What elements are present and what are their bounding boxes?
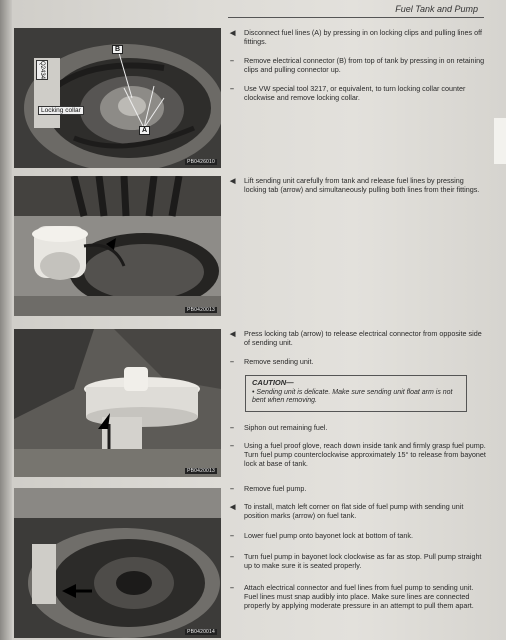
label-locking-collar: Locking collar	[38, 106, 84, 115]
caution-title: CAUTION—	[252, 378, 294, 387]
step-10: ◀ To install, match left corner on flat side of fuel pump with sending unit position marks (arrow) on fuel tank.	[230, 502, 464, 520]
caution-box	[245, 375, 467, 412]
step-6: – Remove sending unit.	[230, 357, 314, 366]
step-dash-icon: –	[230, 56, 234, 65]
step-dash-icon: –	[230, 531, 234, 540]
figure-1-code: PB0426010	[187, 159, 215, 165]
header-rule	[228, 17, 484, 18]
step-dash-icon: –	[230, 441, 234, 450]
step-dash-icon: –	[230, 84, 234, 93]
step-1: ◀ Disconnect fuel lines (A) by pressing in on locking clips and pulling lines off fittings.	[230, 28, 482, 46]
step-dash-icon: –	[230, 357, 234, 366]
step-dash-icon: –	[230, 583, 234, 592]
step-arrow-icon: ◀	[230, 176, 236, 185]
step-12: – Turn fuel pump in bayonet lock clockwise as far as stop. Pull pump straight up to make sure it is seated properly.	[230, 552, 482, 570]
step-2: – Remove electrical connector (B) from top of tank by pressing in on retaining clips and pulling connector up.	[230, 56, 485, 74]
caution-body: • Sending unit is delicate. Make sure sending unit float arm is not bent when removing.	[252, 388, 453, 404]
figure-4-photo	[14, 488, 221, 638]
step-dash-icon: –	[230, 423, 234, 432]
step-8: – Using a fuel proof glove, reach down inside tank and firmly grasp fuel pump. Turn fuel pump counterclockwise approximately 15° to release from bayonet lock at base of tank.	[230, 441, 486, 468]
page-edge-shadow	[0, 0, 12, 640]
step-5: ◀ Press locking tab (arrow) to release electrical connector from opposite side of sending unit.	[230, 329, 482, 347]
page-header: Fuel Tank and Pump	[395, 4, 478, 14]
step-dash-icon: –	[230, 552, 234, 561]
step-7: – Siphon out remaining fuel.	[230, 423, 328, 432]
label-tank-id: Q2434	[36, 60, 48, 80]
figure-3-photo	[14, 329, 221, 477]
figure-3-code: PB0420013	[187, 468, 215, 474]
step-13: – Attach electrical connector and fuel lines from fuel pump to sending unit. Fuel lines must snap audibly into place. Make sure lines are connected properly by applying moderate pressure in an attempt to pull them apart.	[230, 583, 474, 610]
step-arrow-icon: ◀	[230, 502, 236, 511]
step-11: – Lower fuel pump onto bayonet lock at bottom of tank.	[230, 531, 414, 540]
figure-2-code: PB0420013	[187, 307, 215, 313]
step-arrow-icon: ◀	[230, 329, 236, 338]
label-b: B	[112, 45, 123, 54]
step-3: – Use VW special tool 3217, or equivalent, to turn locking collar counter clockwise and remove locking collar.	[230, 84, 466, 102]
label-a: A	[139, 126, 150, 135]
section-tab	[494, 118, 506, 164]
step-9: – Remove fuel pump.	[230, 484, 307, 493]
figure-1-photo	[14, 28, 221, 168]
step-4: ◀ Lift sending unit carefully from tank and release fuel lines by pressing locking tab (arrow) and simultaneously pulling both lines from their fittings.	[230, 176, 480, 194]
step-arrow-icon: ◀	[230, 28, 236, 37]
figure-2-photo	[14, 176, 221, 316]
step-dash-icon: –	[230, 484, 234, 493]
figure-4-code: PB0420014	[187, 629, 215, 635]
